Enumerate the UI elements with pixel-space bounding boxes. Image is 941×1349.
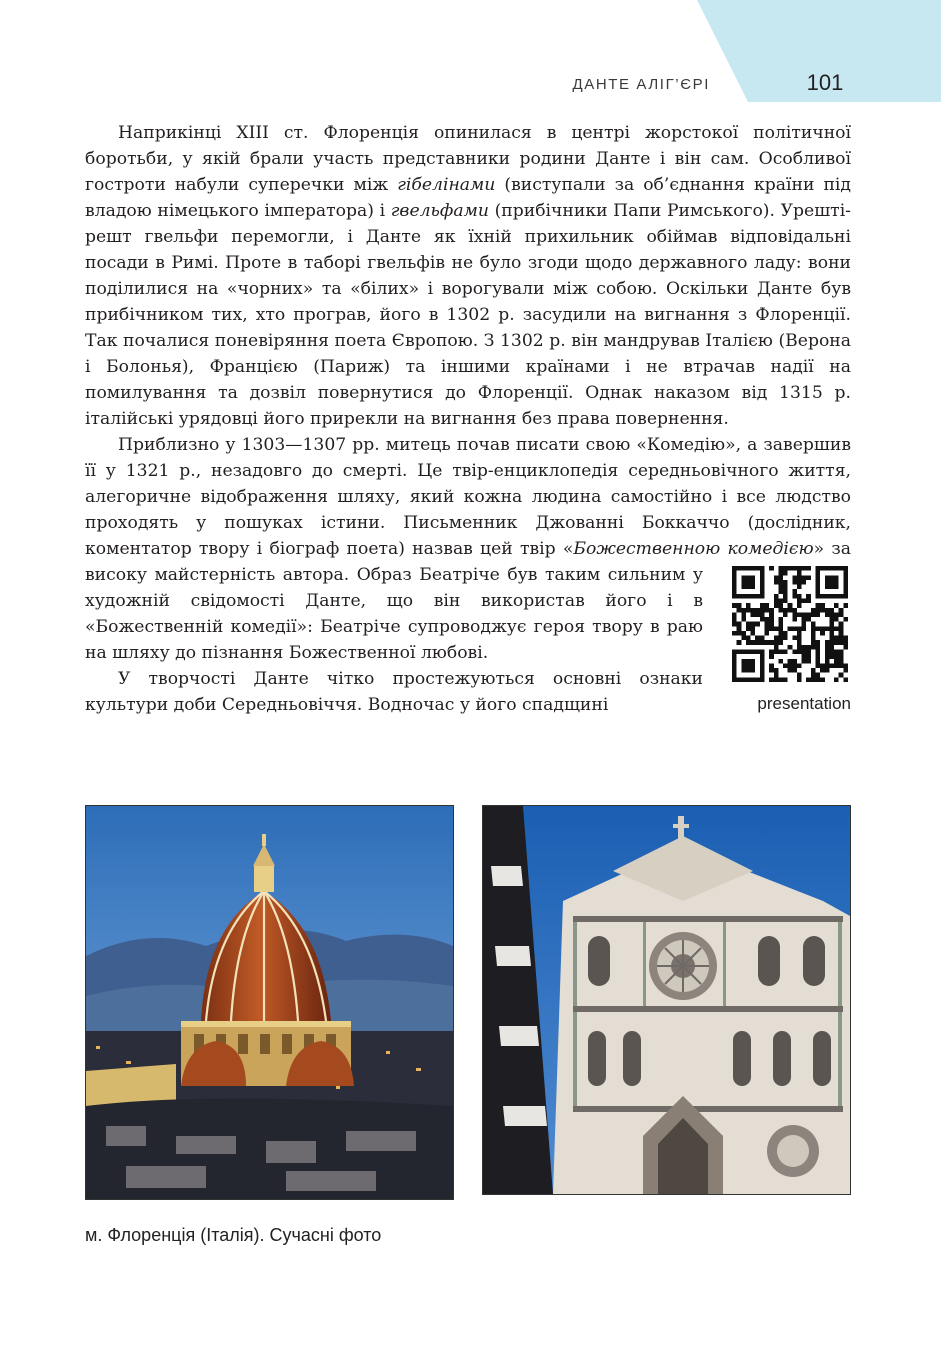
page-number: 101 [806, 70, 844, 95]
paragraph-1-text-b: (виступали за об’єднання країни під владою німецького імператора) і [85, 175, 851, 221]
qr-float[interactable] [723, 566, 851, 716]
photo-caption: м. Флоренція (Італія). Сучасні фото [85, 1225, 382, 1245]
photo-facade [482, 805, 851, 1195]
paragraph-2-text-a: Приблизно у 1303—1307 рр. митець почав писати свою «Комедію», а завершив її у 1321 р., незадовго до смерті. Це твір-енциклопедія середньовічного життя, алегоричне відображення шляху, який кожна людина самостійно і все людство проходять у пошуках істини. Письменник Джованні Боккаччо (дослідник, коментатор твору і біограф поета) назвав цей твір « [85, 435, 851, 559]
paragraph-1 [85, 120, 851, 432]
qr-label: presentation [757, 694, 851, 713]
paragraph-3-text: У творчості Данте чітко простежуються основні ознаки культури доби Середньовіччя. Водночас у його спадщині [85, 669, 703, 715]
florence-cathedral-facade-photo [483, 806, 850, 1194]
florence-cathedral-dome-photo [86, 806, 453, 1199]
photo-dome [85, 805, 454, 1200]
qr-code-icon[interactable] [732, 566, 848, 682]
term-ghibellines: гібелінами [397, 175, 496, 195]
paragraph-2-text-b: » за високу майстерність автора. Образ Беатріче був таким сильним у художній свідомості Данте, що він використав його і в «Божественній комедії»: Беатріче супроводжує героя твору в раю на шляху до пізнання Божественної любові. [85, 539, 851, 663]
body-text [85, 120, 851, 718]
paragraph-1-text-a: Наприкінці XIII ст. Флоренція опинилася в центрі жорстокої політичної боротьби, у якій брали участь представники родини Данте і він сам. Особливої гостроти набули суперечки між [85, 123, 851, 195]
term-guelphs: гвельфами [390, 201, 489, 221]
paragraph-1-text-c: (прибічники Папи Римського). Урешті-решт гвельфи перемогли, і Данте як їхній прихильник обіймав відповідальні посади в Римі. Проте в таборі гвельфів не було згоди щодо державного ладу: вони поділилися на «чорних» та «білих» і ворогували між собою. Оскільки Данте був прибічником тих, хто програв, його в 1302 р. засудили на вигнання з Флоренції. Так почалися поневіряння поета Європою. З 1302 р. він мандрував Італією (Верона і Болонья), Францією (Париж) та іншими країнами і не втрачав надії на помилування та дозвіл повернутися до Флоренції. Однак наказом від 1315 р. італійські урядовці його прирекли на вигнання без права повернення. [85, 201, 851, 429]
term-divine-comedy: Божественною комедією [573, 539, 814, 559]
running-title: ДАНТЕ АЛІГ’ЄРІ [572, 76, 710, 93]
